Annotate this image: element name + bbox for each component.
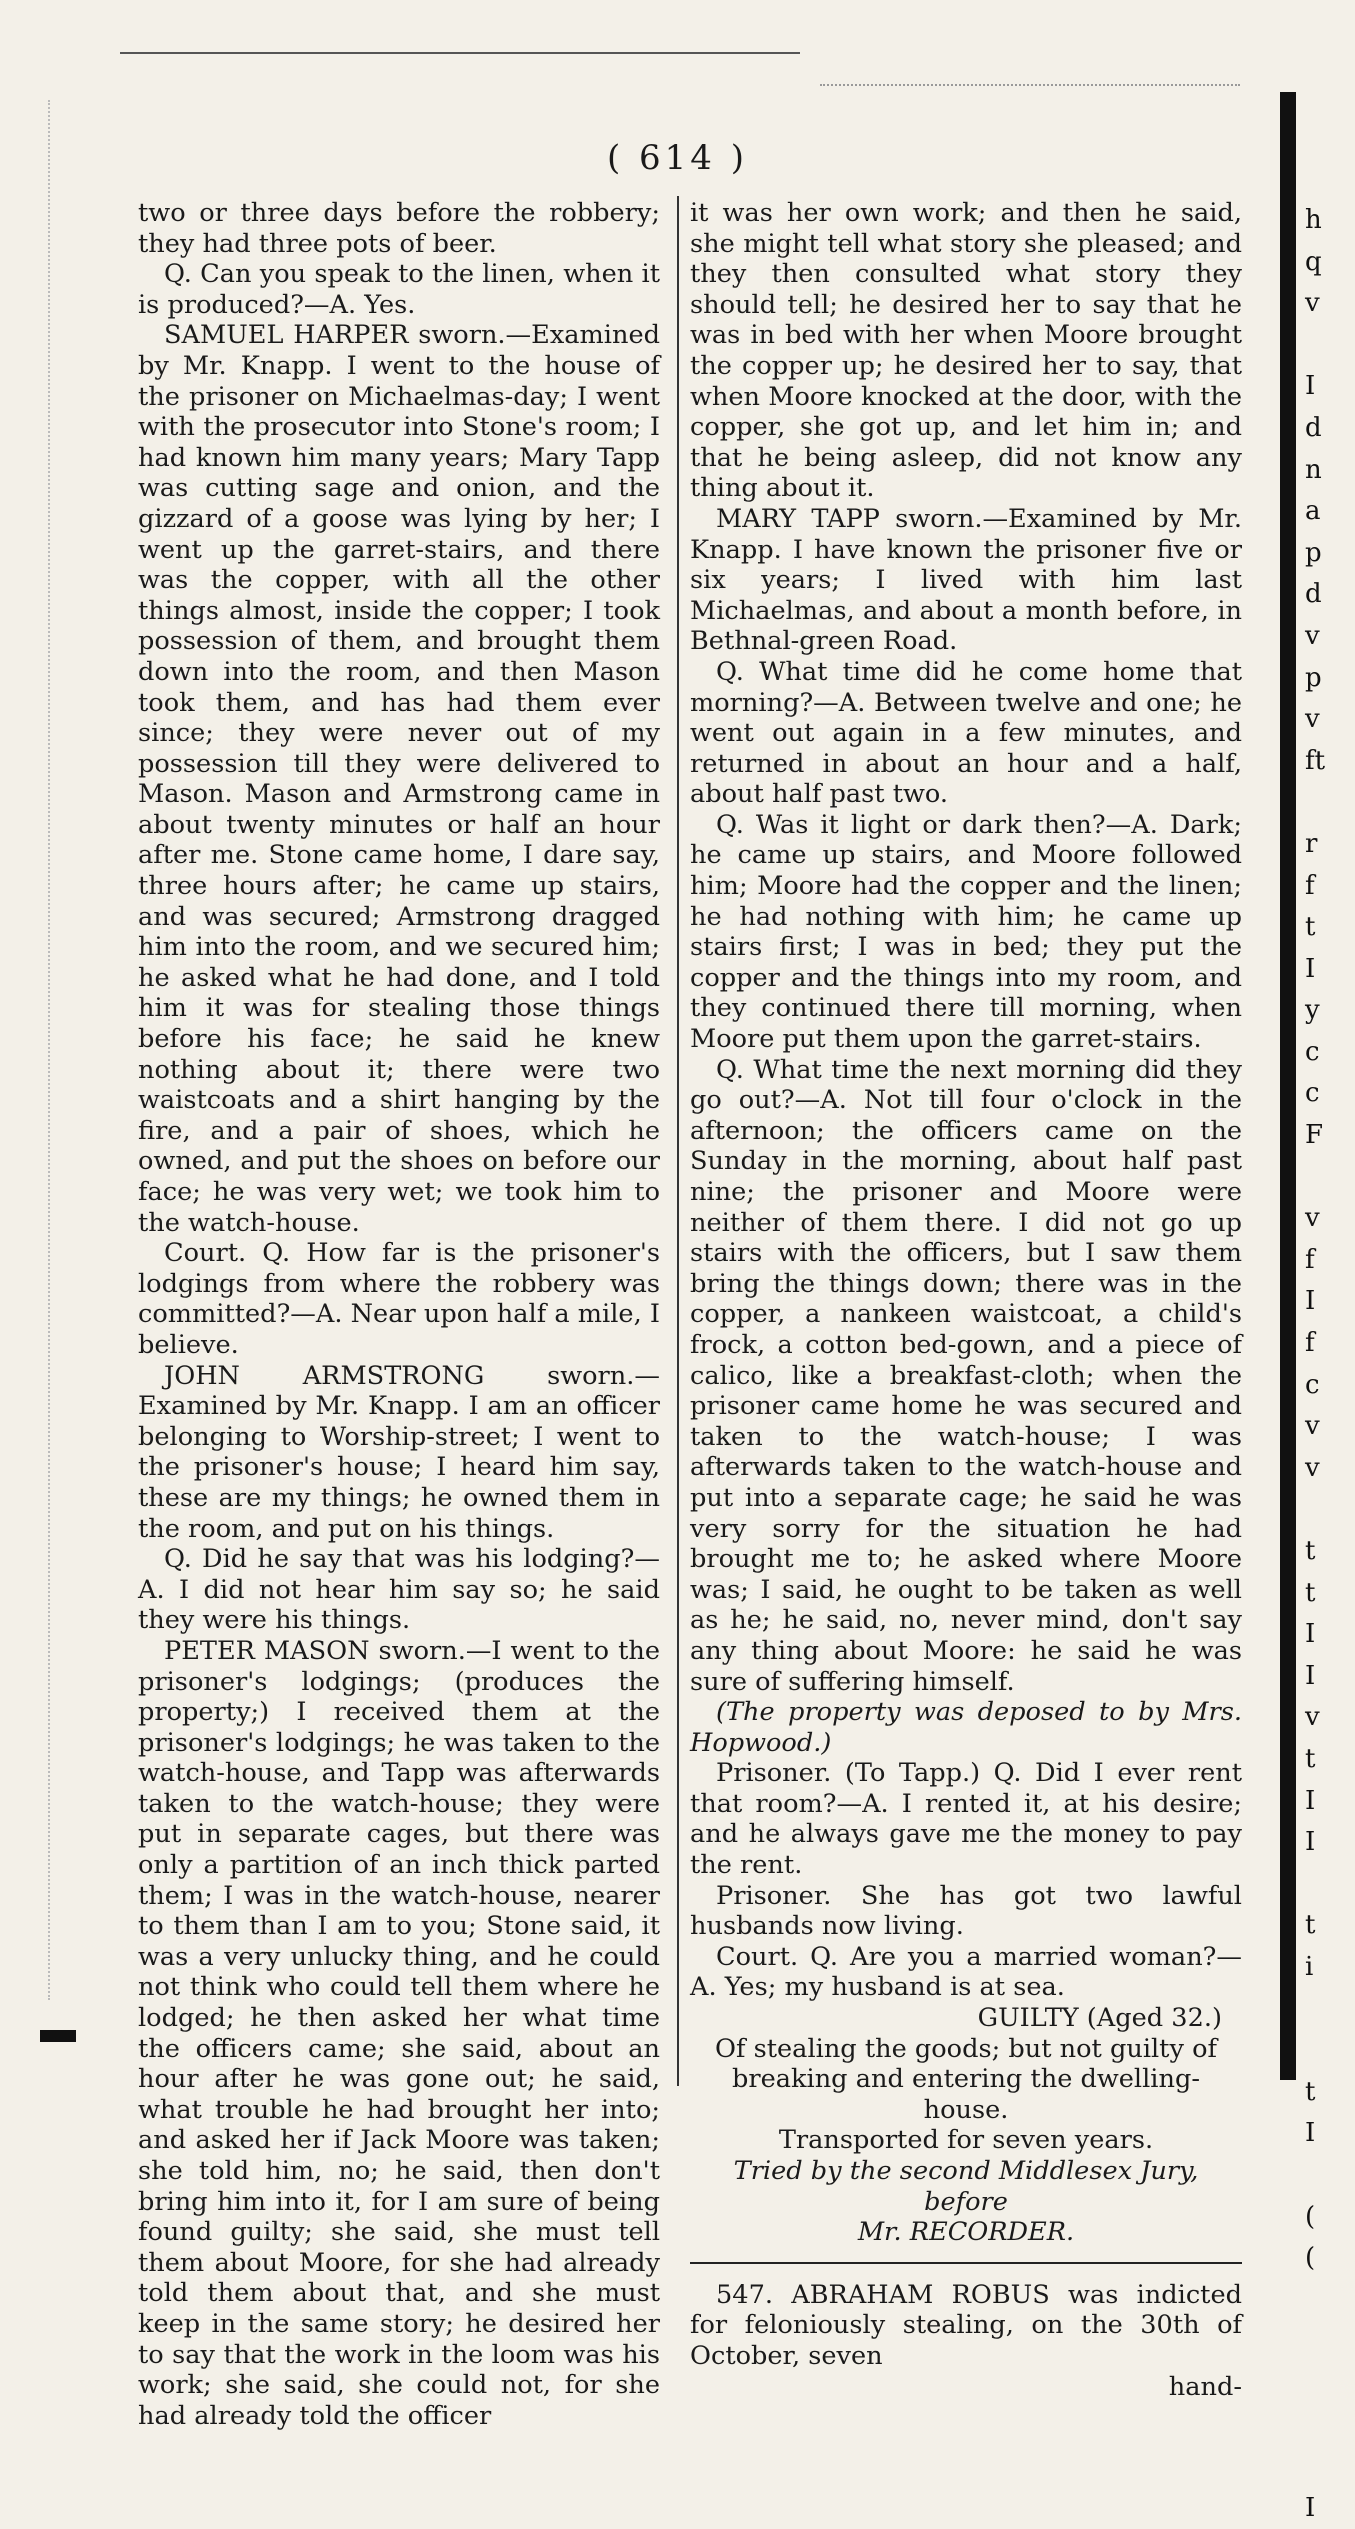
edge-letter: I [1305, 1286, 1316, 1317]
edge-letter: t [1305, 1743, 1316, 1774]
edge-letter: v [1305, 1452, 1320, 1483]
paragraph: Court. Q. How far is the prisoner's lodgings from where the robbery was committed?—A. Near upon half a mile, I believe. [138, 1238, 660, 1360]
edge-letter: t [1305, 1536, 1316, 1566]
paragraph: Q. What time the next morning did they go out?—A. Not till four o'clock in the afternoon; the officers came on the Sunday in the morning, about half past nine; the prisoner and Moore were neither of them there. I did not go up stairs with the officers, but I saw them bring the things down; there was in the copper, a nankeen waistcoat, a child's frock, a cotton bed-gown, and a piece of calico, like a breakfast-cloth; when the prisoner came home he was secured and taken to the watch-house; I was afterwards taken to the watch-house and put into a separate cage; he said he was very sorry for the situation he had brought me to; he asked where Moore was; I said, he ought to be taken as well as he; he said, no, never mind, don't say any thing about Moore: he said he was sure of suffering himself. [690, 1054, 1242, 1697]
edge-letter: v [1305, 1203, 1320, 1234]
edge-letter: I [1305, 1660, 1316, 1691]
edge-letter: F [1305, 1120, 1324, 1151]
edge-letter: ( [1305, 2201, 1316, 2232]
edge-letter: I [1305, 2492, 1316, 2523]
edge-letter: t [1305, 2076, 1316, 2107]
edge-letter: v [1305, 1411, 1320, 1442]
testimony-samuel-harper: SAMUEL HARPER sworn.—Examined by Mr. Knapp. I went to the house of the prisoner on Michaelmas-day; I went with the prosecutor into Stone's room; I had known him many years; Mary Tapp was cutting sage and onion, and the gizzard of a goose was lying by her; I went up the garret-stairs, and there was the copper, with all the other things almost, inside the copper; I took possession of them, and brought them down into the room, and then Mason took them, and has had them ever since; they were never out of my possession till they were delivered to Mason. Mason and Armstrong came in about twenty minutes or half an hour after me. Stone came home, I dare say, three hours after; he came up stairs, and was secured; Armstrong dragged him into the room, and we secured him; he asked what he had done, and I told him it was for stealing those things before his face; he said he knew nothing about it; there were two waistcoats and a shirt hanging by the fire, and a pair of shoes, which he owned, and put the shoes on before our face; he was very wet; we took him to the watch-house. [138, 320, 660, 1238]
edge-letter: p [1305, 662, 1322, 693]
edge-letter: I [1305, 1785, 1316, 1816]
edge-letter [1305, 2363, 1345, 2405]
paragraph: it was her own work; and then he said, she might tell what story she pleased; and they then consulted what story they should tell; he desired her to say that he was in bed with her when Moore brought the copper up; he desired her to say, that when Moore knocked at the door, with the copper, she got up, and let him in; and that he being asleep, did not know any thing about it. [690, 198, 1242, 504]
edge-letter: I [1305, 953, 1316, 984]
page-number: ( 614 ) [606, 138, 749, 178]
edge-letter: I [1305, 371, 1316, 402]
edge-letter [1305, 325, 1345, 367]
edge-letter: a [1305, 496, 1321, 527]
testimony-mary-tapp: MARY TAPP sworn.—Examined by Mr. Knapp. I have known the prisoner five or six years; I lived with him last Michaelmas, and about a month before, in Bethnal-green Road. [690, 503, 1242, 657]
column-divider [677, 196, 679, 2086]
edge-letter: I [1305, 1619, 1316, 1650]
edge-letter: v [1305, 620, 1320, 651]
edge-letter: n [1305, 454, 1322, 485]
edge-letter: h [1305, 205, 1322, 235]
trial-judge: Mr. RECORDER. [857, 2217, 1075, 2248]
edge-letter [1305, 1489, 1345, 1531]
edge-letter: c [1305, 1078, 1320, 1109]
edge-letter: c [1305, 1036, 1320, 1067]
edge-letter: f [1305, 1244, 1315, 1275]
edge-letter: r [1305, 828, 1318, 859]
edge-letter: ( [1305, 2243, 1316, 2274]
paragraph: Court. Q. Are you a married woman?—A. Yes; my husband is at sea. [690, 1941, 1242, 2003]
edge-letter [1305, 2030, 1345, 2072]
edge-letter [1305, 1989, 1345, 2031]
edge-letter [1305, 2404, 1345, 2446]
verdict: GUILTY (Aged 32.) [977, 2003, 1222, 2034]
left-column [138, 198, 660, 2431]
testimony-peter-mason: PETER MASON sworn.—I went to the prisoner's lodgings; (produces the property;) I received them at the prisoner's lodgings; he was taken to the watch-house, and Tapp was afterwards taken to the watch-house; they were put in separate cages, but there was only a partition of an inch thick parted them; I was in the watch-house, nearer to them than I am to you; Stone said, it was a very unlucky thing, and he could not think who could tell them where he lodged; he then asked her what time the officers came; she said, about an hour after he was gone out; he said, what trouble he had brought her into; and asked her if Jack Moore was taken; she told him, no; he said, then don't bring him into it, for I am sure of being found guilty; she said, she must tell them about Moore, for she had already told them about that, and she must keep in the same story; he desired her to say that the work in the loom was his work; she said, she could not, for she had already told the officer [138, 1635, 660, 2431]
edge-letter: I [1305, 1827, 1316, 1858]
binding-gutter [48, 100, 50, 2000]
edge-letter: f [1305, 1328, 1315, 1359]
edge-letter [1305, 1864, 1345, 1906]
edge-letter: t [1305, 912, 1316, 943]
trial-note: Tried by the second Middlesex Jury, before [733, 2156, 1199, 2217]
edge-letter [1305, 1157, 1345, 1199]
edge-letter: c [1305, 1369, 1320, 1400]
edge-letter: d [1305, 412, 1322, 443]
edge-letter: v [1305, 704, 1320, 735]
edge-letter: t [1305, 1910, 1316, 1941]
sentence: Transported for seven years. [778, 2125, 1154, 2156]
catchword: hand- [1168, 2371, 1242, 2402]
testimony-john-armstrong: JOHN ARMSTRONG sworn.—Examined by Mr. Knapp. I am an officer belonging to Worship-street; I went to the prisoner's house; I heard him say, these are my things; he owned them in the room, and put on his things. [138, 1360, 660, 1544]
paragraph: Prisoner. (To Tapp.) Q. Did I ever rent that room?—A. I rented it, at his desire; and he always gave me the money to pay the rent. [690, 1758, 1242, 1881]
facing-page-edge [1280, 92, 1296, 2080]
facing-page-letters [1305, 200, 1345, 2529]
edge-letter: y [1305, 995, 1320, 1026]
edge-letter: q [1305, 246, 1322, 277]
paragraph: two or three days before the robbery; they had three pots of beer. [138, 198, 660, 259]
edge-letter: I [1305, 2118, 1316, 2149]
edge-letter: i [1305, 1951, 1314, 1982]
edge-letter: f [1305, 870, 1315, 901]
top-rule [120, 52, 800, 54]
top-rule-faint [820, 84, 1240, 86]
gutter-mark [40, 2030, 76, 2042]
paragraph: Q. Can you speak to the linen, when it is produced?—A. Yes. [138, 259, 660, 320]
edge-letter [1305, 2321, 1345, 2363]
edge-letter [1305, 782, 1345, 824]
edge-letter: d [1305, 579, 1322, 610]
paragraph: Prisoner. She has got two lawful husbands now living. [690, 1880, 1242, 1942]
right-column [690, 198, 1242, 2402]
paragraph: Q. Was it light or dark then?—A. Dark; he came up stairs, and Moore followed him; Moore had the copper and the linen; he had nothing with him; he came up stairs first; I was in bed; they put the copper and the things into my room, and they continued there till morning, when Moore put them upon the garret-stairs. [690, 809, 1242, 1055]
edge-letter: p [1305, 537, 1322, 568]
edge-letter: v [1305, 288, 1320, 319]
section-divider [690, 2262, 1242, 2264]
edge-letter: t [1305, 1577, 1316, 1608]
edge-letter [1305, 2155, 1345, 2197]
property-deposition-note: (The property was deposed to by Mrs. Hopwood.) [690, 1697, 1242, 1758]
verdict-detail: Of stealing the goods; but not guilty of breaking and entering the dwelling-house. [715, 2033, 1217, 2125]
paragraph: Q. Did he say that was his lodging?—A. I did not hear him say so; he said they were his things. [138, 1544, 660, 1636]
edge-letter: ft [1305, 745, 1326, 776]
edge-letter: v [1305, 1702, 1320, 1733]
edge-letter [1305, 2446, 1345, 2488]
case-547-heading: 547. ABRAHAM ROBUS was indicted for feloniously stealing, on the 30th of October, seven [690, 2279, 1242, 2371]
paragraph: Q. What time did he come home that morning?—A. Between twelve and one; he went out again in a few minutes, and returned in about an hour and a half, about half past two. [690, 656, 1242, 810]
edge-letter [1305, 2280, 1345, 2322]
